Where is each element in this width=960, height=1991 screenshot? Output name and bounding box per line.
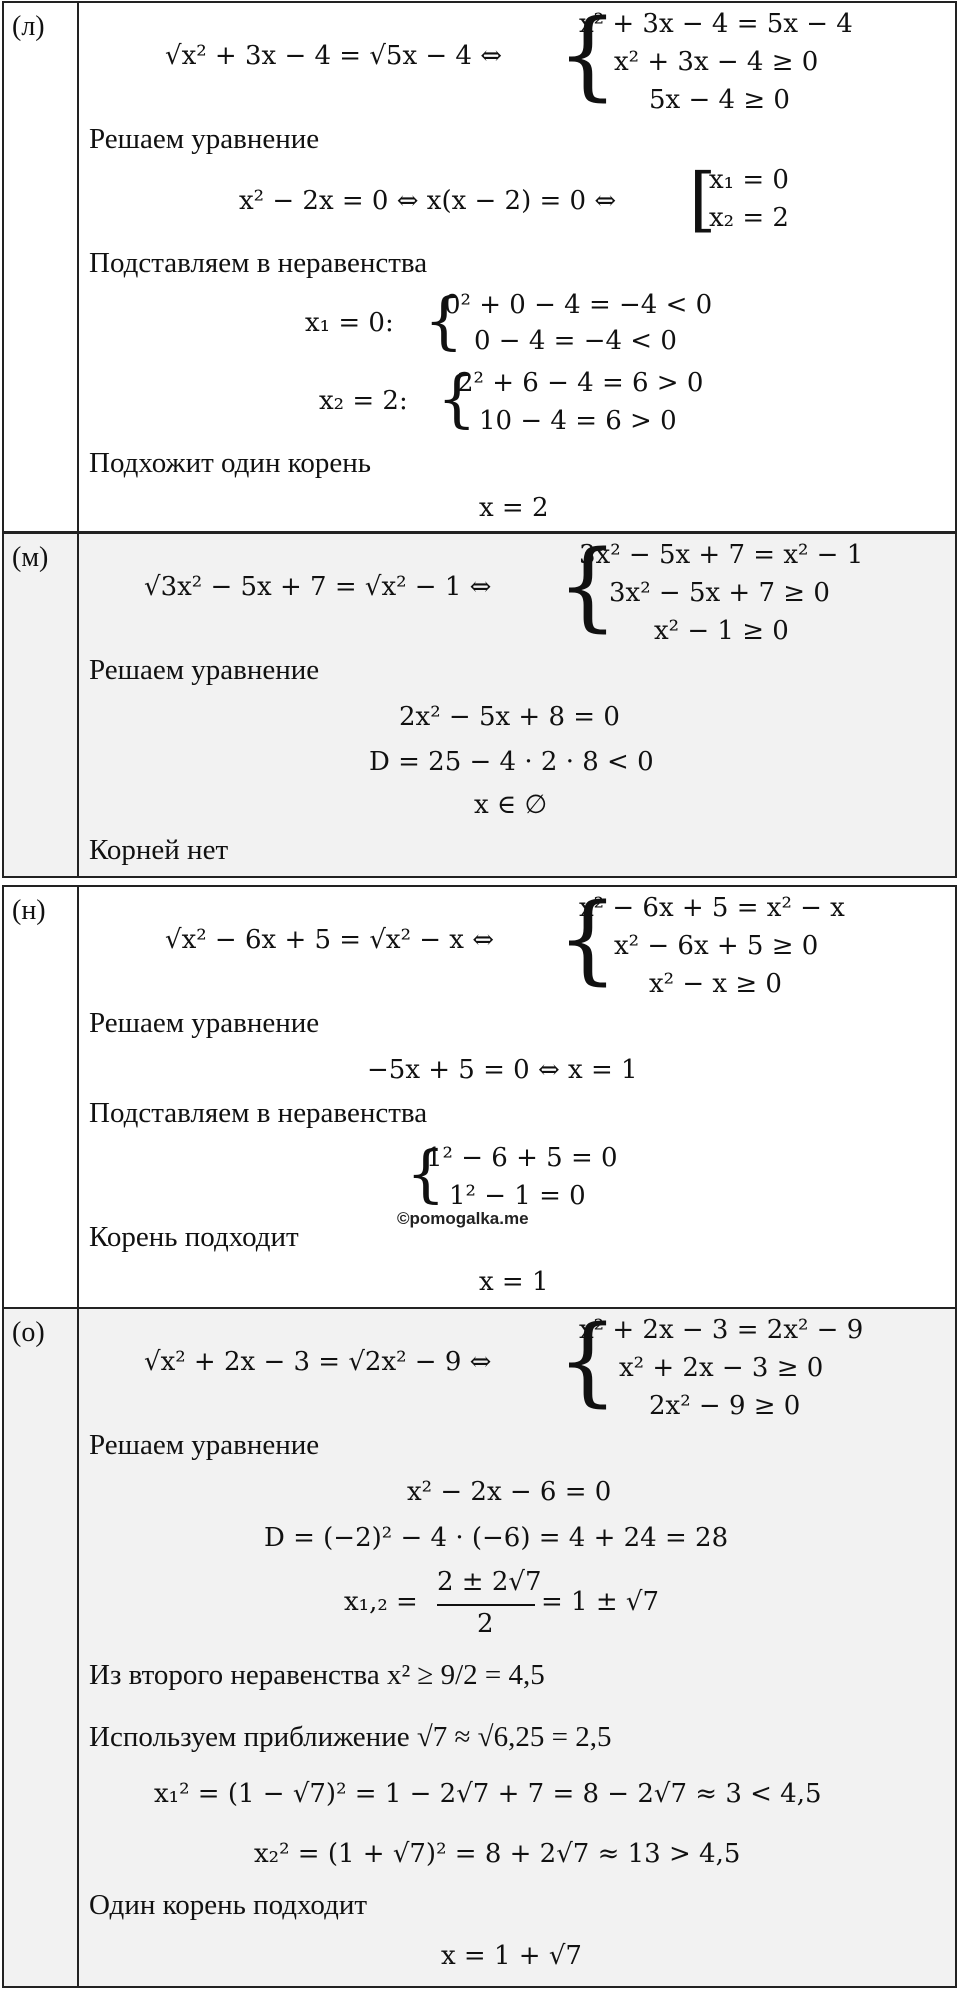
fraction-bar xyxy=(437,1604,535,1606)
system-line-2: x² + 2x − 3 ≥ 0 xyxy=(619,1353,824,1383)
system-brace: { xyxy=(557,1305,619,1417)
check-line: 2² + 6 − 4 = 6 > 0 xyxy=(457,368,704,398)
roots-lhs: x₁,₂ = xyxy=(344,1587,418,1617)
answer: x = 1 + √7 xyxy=(441,1941,582,1971)
conclusion-text: Корень подходит xyxy=(89,1221,299,1253)
system-line-1: x² + 2x − 3 = 2x² − 9 xyxy=(579,1315,864,1345)
discriminant: D = 25 − 4 · 2 · 8 < 0 xyxy=(369,747,654,777)
root-equation: √x² + 3x − 4 = √5x − 4 ⇔ xyxy=(165,41,503,71)
solution-cell xyxy=(79,1305,955,1986)
check-line: 0² + 0 − 4 = −4 < 0 xyxy=(444,290,713,320)
step-text: Подставляем в неравенства xyxy=(89,247,428,279)
system-line-1: 3x² − 5x + 7 = x² − 1 xyxy=(579,540,864,570)
check-label-2: x₂ = 2: xyxy=(319,386,408,416)
system-brace: { xyxy=(557,530,619,642)
roots-rhs: = 1 ± √7 xyxy=(541,1587,660,1617)
solution-row-l xyxy=(2,1,957,533)
set-bracket: [ xyxy=(689,158,717,240)
root-line-2: x₂ = 2 xyxy=(709,203,789,233)
estimate-line-1: x₁² = (1 − √7)² = 1 − 2√7 + 7 = 8 − 2√7 ≈ 3 < 4,5 xyxy=(154,1779,822,1809)
check-brace-1: { xyxy=(424,284,464,357)
equation: 2x² − 5x + 8 = 0 xyxy=(399,702,620,732)
row-label: (л) xyxy=(12,11,45,42)
step-text: Решаем уравнение xyxy=(89,1007,320,1039)
equation: x² − 2x = 0 ⇔ x(x − 2) = 0 ⇔ xyxy=(239,186,617,216)
fraction-numerator: 2 ± 2√7 xyxy=(437,1567,542,1597)
row-label: (н) xyxy=(12,895,46,926)
system-line-1: x² + 3x − 4 = 5x − 4 xyxy=(579,9,853,39)
solution-set: x ∈ ∅ xyxy=(474,790,548,820)
equation: −5x + 5 = 0 ⇔ x = 1 xyxy=(367,1055,638,1085)
solution-row-o xyxy=(2,1307,957,1988)
root-equation: √x² + 2x − 3 = √2x² − 9 ⇔ xyxy=(144,1347,492,1377)
table-block-2 xyxy=(2,532,957,878)
solution-cell xyxy=(79,883,955,1307)
system-brace: { xyxy=(557,883,619,995)
root-equation: √3x² − 5x + 7 = √x² − 1 ⇔ xyxy=(144,572,492,602)
step-text: Решаем уравнение xyxy=(89,654,320,686)
system-brace: { xyxy=(557,0,619,111)
step-text: Решаем уравнение xyxy=(89,1429,320,1461)
conclusion-text: Корней нет xyxy=(89,834,229,866)
step-text: Из второго неравенства x² ≥ 9/2 = 4,5 xyxy=(89,1659,545,1691)
solution-row-n xyxy=(2,885,957,1309)
fraction-denominator: 2 xyxy=(477,1609,494,1639)
system-line-1: x² − 6x + 5 = x² − x xyxy=(579,893,845,923)
root-line-1: x₁ = 0 xyxy=(709,165,789,195)
system-line-2: 3x² − 5x + 7 ≥ 0 xyxy=(609,578,830,608)
solution-cell xyxy=(79,530,955,876)
step-text: Решаем уравнение xyxy=(89,123,320,155)
system-line-2: x² + 3x − 4 ≥ 0 xyxy=(614,47,819,77)
check-brace-2: { xyxy=(437,362,477,435)
check-line: 10 − 4 = 6 > 0 xyxy=(479,406,677,436)
check-line: 1² − 1 = 0 xyxy=(449,1181,586,1211)
check-brace: { xyxy=(406,1137,446,1210)
check-line: 1² − 6 + 5 = 0 xyxy=(426,1143,618,1173)
solution-cell xyxy=(79,0,955,531)
discriminant: D = (−2)² − 4 · (−6) = 4 + 24 = 28 xyxy=(264,1523,729,1553)
system-line-3: 2x² − 9 ≥ 0 xyxy=(649,1391,801,1421)
watermark: ©pomogalka.me xyxy=(397,1209,529,1228)
check-line: 0 − 4 = −4 < 0 xyxy=(474,326,677,356)
system-line-3: 5x − 4 ≥ 0 xyxy=(649,85,790,115)
solution-row-m xyxy=(2,532,957,878)
check-label-1: x₁ = 0: xyxy=(305,308,394,338)
step-text: Используем приближение √7 ≈ √6,25 = 2,5 xyxy=(89,1721,612,1753)
table-block-1 xyxy=(2,1,957,532)
equation: x² − 2x − 6 = 0 xyxy=(407,1477,612,1507)
answer: x = 1 xyxy=(479,1267,549,1297)
system-line-2: x² − 6x + 5 ≥ 0 xyxy=(614,931,819,961)
system-line-3: x² − 1 ≥ 0 xyxy=(654,616,789,646)
conclusion-text: Один корень подходит xyxy=(89,1889,368,1921)
step-text: Подставляем в неравенства xyxy=(89,1097,428,1129)
root-equation: √x² − 6x + 5 = √x² − x ⇔ xyxy=(165,925,495,955)
system-line-3: x² − x ≥ 0 xyxy=(649,969,782,999)
answer: x = 2 xyxy=(479,493,549,523)
step-text: Подхожит один корень xyxy=(89,447,371,479)
row-label: (о) xyxy=(12,1317,45,1348)
table-block-3 xyxy=(2,885,957,1988)
row-label: (м) xyxy=(12,542,49,573)
estimate-line-2: x₂² = (1 + √7)² = 8 + 2√7 ≈ 13 > 4,5 xyxy=(254,1839,741,1869)
